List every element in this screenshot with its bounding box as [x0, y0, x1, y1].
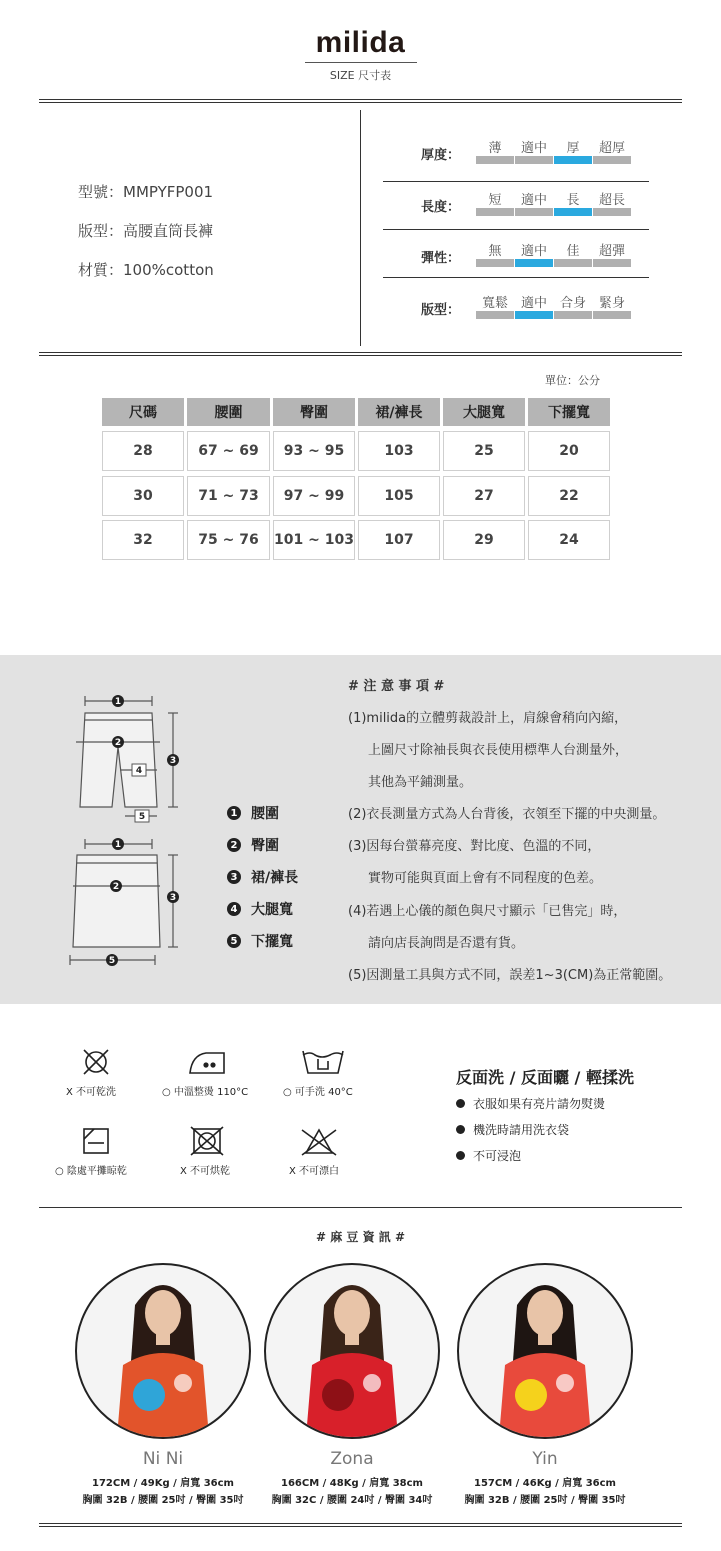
wash-tip-text: 機洗時請用洗衣袋 — [473, 1123, 570, 1137]
attribute-label: 長度： — [421, 200, 461, 215]
diagram-number: 2 — [112, 882, 120, 892]
attribute-option: 超彈 — [598, 244, 625, 259]
attribute-option: 佳 — [566, 244, 580, 259]
attribute-option: 適中 — [520, 244, 547, 259]
model-measurements: 166CM / 48Kg / 肩寬 38cm — [281, 1478, 423, 1489]
attribute-option: 超厚 — [598, 141, 625, 156]
care-label: X 不可乾洗 — [66, 1087, 117, 1098]
attribute-option: 寬鬆 — [481, 296, 508, 311]
note-line: 其他為平鋪測量。 — [368, 775, 473, 790]
note-line: (4)若遇上心儀的顏色與尺寸顯示「已售完」時， — [348, 904, 627, 919]
diagram-number: 5 — [138, 812, 146, 822]
attribute-option: 適中 — [520, 296, 547, 311]
attribute-bar — [476, 156, 514, 164]
model-measurements: 胸圍 32C / 腰圍 24吋 / 臀圍 34吋 — [271, 1495, 433, 1506]
legend-item — [227, 803, 279, 823]
wash-tip — [456, 1147, 521, 1164]
attribute-option: 合身 — [559, 296, 586, 311]
divider-bottom — [39, 1523, 682, 1527]
no-bleach-icon — [302, 1130, 336, 1155]
wash-tip — [456, 1121, 569, 1138]
table-header-cell: 腰圍 — [187, 398, 270, 426]
table-cell: 27 — [443, 476, 525, 516]
attribute-bar — [554, 259, 592, 267]
product-material: 材質：100%cotton — [78, 261, 214, 279]
attribute-bar-selected — [554, 156, 592, 164]
diagram-number: 2 — [114, 738, 122, 748]
table-cell: 103 — [358, 431, 440, 471]
attribute-option: 短 — [488, 193, 502, 208]
care-label: ○ 陰處平攤晾乾 — [55, 1166, 127, 1177]
care-icons-row-2 — [60, 1125, 360, 1160]
attribute-bar — [515, 156, 553, 164]
product-model: 型號：MMPYFP001 — [78, 183, 214, 201]
table-cell: 93 ~ 95 — [273, 431, 355, 471]
no-tumble-dry-icon — [191, 1127, 223, 1155]
brand-underline — [305, 62, 417, 63]
legend-item — [227, 931, 293, 951]
model-measurements: 胸圍 32B / 腰圍 25吋 / 臀圍 35吋 — [464, 1495, 626, 1506]
product-cut: 版型：高腰直筒長褲 — [78, 222, 214, 240]
note-line: 實物可能與頁面上會有不同程度的色差。 — [368, 871, 603, 886]
legend-number: 1 — [227, 806, 241, 820]
note-line: 請向店長詢問是否還有貨。 — [368, 936, 525, 951]
attribute-separator — [383, 181, 649, 182]
attribute-bar — [476, 208, 514, 216]
attribute-bar-selected — [515, 259, 553, 267]
page-subtitle: SIZE 尺寸表 — [329, 69, 392, 82]
attribute-option: 無 — [488, 244, 502, 259]
model-measurements: 157CM / 46Kg / 肩寬 36cm — [474, 1478, 616, 1489]
diagram-number: 4 — [135, 766, 143, 776]
table-cell: 67 ~ 69 — [187, 431, 270, 471]
note-line: (3)因每台螢幕亮度、對比度、色溫的不同， — [348, 839, 601, 854]
table-header-cell: 尺碼 — [102, 398, 184, 426]
divider-models — [39, 1207, 682, 1208]
care-label: X 不可漂白 — [289, 1166, 340, 1177]
legend-item — [227, 899, 293, 919]
attribute-bar — [476, 311, 514, 319]
diagram-number: 5 — [108, 956, 116, 966]
attribute-option: 長 — [566, 193, 580, 208]
legend-number: 4 — [227, 902, 241, 916]
model-measurements: 胸圍 32B / 腰圍 25吋 / 臀圍 35吋 — [82, 1495, 244, 1506]
attribute-label: 版型： — [421, 303, 461, 318]
diagram-number: 1 — [114, 697, 122, 707]
model-name: Ni Ni — [142, 1449, 184, 1469]
care-label: X 不可烘乾 — [180, 1166, 231, 1177]
table-header-cell: 大腿寬 — [443, 398, 525, 426]
attribute-option: 薄 — [488, 141, 502, 156]
diagram-number: 3 — [169, 893, 177, 903]
table-cell: 25 — [443, 431, 525, 471]
care-label: ○ 可手洗 40°C — [283, 1087, 353, 1098]
note-line: (2)衣長測量方式為人台背後，衣領至下擺的中央測量。 — [348, 807, 666, 822]
model-photo — [75, 1263, 251, 1439]
table-cell: 101 ~ 103 — [273, 520, 355, 560]
attribute-bar — [515, 208, 553, 216]
table-cell: 20 — [528, 431, 610, 471]
model-name: Zona — [330, 1449, 374, 1469]
note-line: (1)milida的立體剪裁設計上，肩線會稍向內縮， — [348, 711, 628, 726]
wash-tip — [456, 1095, 605, 1112]
table-cell: 24 — [528, 520, 610, 560]
note-line: 上圖尺寸除袖長與衣長使用標準人台測量外， — [368, 743, 629, 758]
legend-label: 腰圍 — [251, 806, 279, 822]
bullet-icon — [456, 1125, 465, 1134]
attribute-option: 緊身 — [598, 296, 625, 311]
hand-wash-icon — [303, 1051, 343, 1073]
table-cell: 71 ~ 73 — [187, 476, 270, 516]
attribute-bar — [476, 259, 514, 267]
models-title: # 麻 豆 資 訊 # — [316, 1230, 405, 1244]
shade-flat-dry-icon — [84, 1129, 108, 1153]
table-cell: 29 — [443, 520, 525, 560]
attribute-bar — [593, 259, 631, 267]
bullet-icon — [456, 1151, 465, 1160]
table-cell: 22 — [528, 476, 610, 516]
note-line: (5)因測量工具與方式不同，誤差1~3(CM)為正常範圍。 — [348, 968, 672, 983]
table-cell: 75 ~ 76 — [187, 520, 270, 560]
legend-number: 5 — [227, 934, 241, 948]
brand-logo: milida — [315, 26, 406, 59]
table-cell: 28 — [102, 431, 184, 471]
divider-top — [39, 99, 682, 103]
divider-mid — [39, 352, 682, 356]
attribute-option: 超長 — [598, 193, 625, 208]
attribute-bar-selected — [554, 208, 592, 216]
legend-label: 大腿寬 — [251, 902, 293, 918]
attribute-option: 適中 — [520, 193, 547, 208]
notes-title: # 注 意 事 項 # — [348, 679, 445, 694]
attribute-option: 厚 — [566, 141, 580, 156]
care-label: ○ 中溫整燙 110°C — [162, 1087, 249, 1098]
diagram-number: 3 — [169, 756, 177, 766]
table-cell: 32 — [102, 520, 184, 560]
attribute-option: 適中 — [520, 141, 547, 156]
table-cell: 97 ~ 99 — [273, 476, 355, 516]
table-header-cell: 下擺寬 — [528, 398, 610, 426]
info-vertical-divider — [360, 110, 361, 346]
wash-tip-text: 不可浸泡 — [473, 1149, 522, 1163]
attribute-bar — [554, 311, 592, 319]
table-cell: 30 — [102, 476, 184, 516]
model-measurements: 172CM / 49Kg / 肩寬 36cm — [92, 1478, 234, 1489]
legend-item — [227, 835, 279, 855]
table-cell: 107 — [358, 520, 440, 560]
legend-number: 3 — [227, 870, 241, 884]
attribute-bar — [593, 311, 631, 319]
bullet-icon — [456, 1099, 465, 1108]
iron-medium-icon — [190, 1053, 224, 1073]
attribute-bar-selected — [515, 311, 553, 319]
model-name: Yin — [532, 1449, 558, 1469]
model-photo — [264, 1263, 440, 1439]
legend-label: 臀圍 — [251, 838, 279, 854]
attribute-separator — [383, 229, 649, 230]
wash-title: 反面洗 / 反面曬 / 輕揉洗 — [456, 1068, 634, 1087]
attribute-separator — [383, 277, 649, 278]
measurement-diagram — [60, 685, 200, 970]
legend-item — [227, 867, 298, 887]
legend-number: 2 — [227, 838, 241, 852]
diagram-number: 1 — [114, 840, 122, 850]
model-photo — [457, 1263, 633, 1439]
attribute-bar — [593, 156, 631, 164]
attribute-bar — [593, 208, 631, 216]
table-header-cell: 裙/褲長 — [358, 398, 440, 426]
wash-tip-text: 衣服如果有亮片請勿熨燙 — [473, 1097, 606, 1111]
legend-label: 下擺寬 — [251, 934, 293, 950]
attribute-label: 彈性： — [421, 251, 461, 266]
legend-label: 裙/褲長 — [251, 870, 299, 886]
unit-label: 單位：公分 — [545, 374, 600, 387]
table-cell: 105 — [358, 476, 440, 516]
no-dry-clean-icon — [84, 1050, 108, 1074]
table-header-cell: 臀圍 — [273, 398, 355, 426]
attribute-label: 厚度： — [421, 148, 461, 163]
